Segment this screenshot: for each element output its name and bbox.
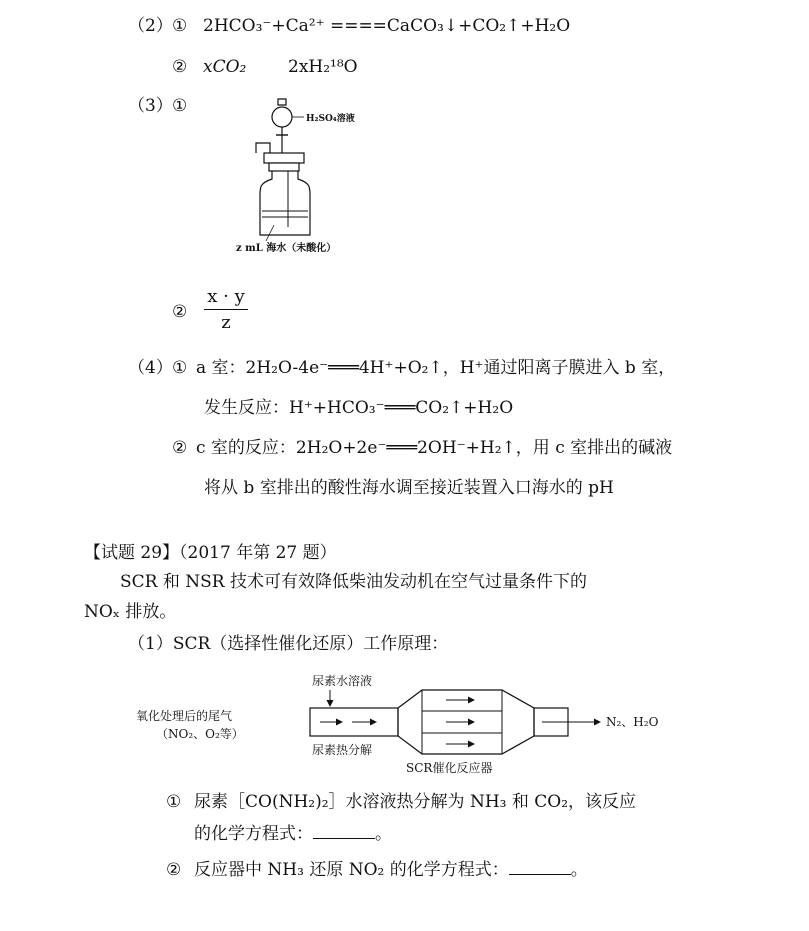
q2-item2-marker: ②: [172, 57, 188, 77]
q29-heading: 【试题 29】（2017 年第 27 题）: [84, 543, 337, 563]
seawater-label: z mL 海水（未酸化）: [236, 243, 337, 254]
q29-item2-prompt: 反应器中 NH₃ 还原 NO₂ 的化学方程式：: [194, 860, 509, 880]
q4-item2-marker: ②: [172, 438, 188, 458]
q29-item2-marker: ②: [166, 860, 182, 880]
urea-solution-label: 尿素水溶液: [312, 674, 373, 688]
outlet-label: N₂、H₂O: [606, 715, 659, 729]
bottle-stopper-plug: [269, 163, 299, 171]
q29-item1-line-2: [194, 822, 392, 846]
funnel-bulb: [272, 107, 292, 127]
q2-item1-marker: ①: [172, 16, 188, 36]
q2-answer-co2: xCO₂: [203, 57, 247, 77]
q4-line-3: c 室的反应：2H₂O+2e⁻═══2OH⁻+H₂↑，用 c 室排出的碱液: [196, 438, 673, 458]
q4-line-2: 发生反应：H⁺+HCO₃⁻═══CO₂↑+H₂O: [204, 398, 514, 418]
q2-answer-h2o: 2xH₂¹⁸O: [288, 57, 358, 77]
q3-item1-marker: ①: [172, 96, 188, 116]
q29-item1-prompt: 的化学方程式：: [194, 824, 313, 844]
inlet-label-line2: （NO₂、O₂等）: [156, 727, 244, 741]
q29-item1-line-1: 尿素［CO(NH₂)₂］水溶液热分解为 NH₃ 和 CO₂，该反应: [194, 792, 637, 812]
fraction-denominator: z: [221, 312, 231, 333]
q29-intro-line-1: SCR 和 NSR 技术可有效降低柴油发动机在空气过量条件下的: [120, 572, 587, 592]
q29-sub1: （1）SCR（选择性催化还原）工作原理：: [128, 634, 449, 654]
bottle-stopper: [264, 153, 304, 163]
q2-equation-1: 2HCO₃⁻+Ca²⁺ ====CaCO₃↓+CO₂↑+H₂O: [203, 16, 571, 36]
q4-item1-marker: ①: [172, 358, 188, 378]
item2-period: 。: [570, 860, 588, 880]
reactor-label: SCR催化反应器: [406, 761, 493, 775]
answer-blank-1[interactable]: [313, 822, 375, 839]
inlet-label-line1: 氧化处理后的尾气: [136, 709, 233, 723]
bottom-leader-line: [266, 225, 274, 241]
item1-period: 。: [375, 824, 392, 844]
q29-intro-line-2: NOₓ 排放。: [84, 602, 177, 622]
reagent-label: H₂SO₄溶液: [306, 114, 355, 124]
q3-apparatus-diagram: [230, 95, 400, 260]
q2-label: （2）: [128, 16, 173, 36]
q3-fraction: [204, 286, 248, 333]
gas-tube: [256, 143, 270, 153]
q3-item2-marker: ②: [172, 302, 188, 322]
answer-blank-2[interactable]: [509, 858, 571, 875]
q29-item2-line: [194, 858, 588, 882]
scr-diagram: [130, 668, 690, 780]
fraction-bar: [204, 309, 248, 310]
urea-decomposition-label: 尿素热分解: [312, 743, 373, 757]
q4-line-4: 将从 b 室排出的酸性海水调至接近装置入口海水的 pH: [204, 478, 614, 498]
funnel-stopper: [278, 99, 286, 105]
gas-bottle: [260, 171, 310, 235]
q3-label: （3）: [128, 96, 173, 116]
q29-item1-marker: ①: [166, 792, 182, 812]
q4-line-1: a 室：2H₂O-4e⁻═══4H⁺+O₂↑，H⁺通过阳离子膜进入 b 室，: [196, 358, 676, 378]
fraction-numerator: x · y: [207, 286, 245, 307]
q4-label: （4）: [128, 358, 173, 378]
